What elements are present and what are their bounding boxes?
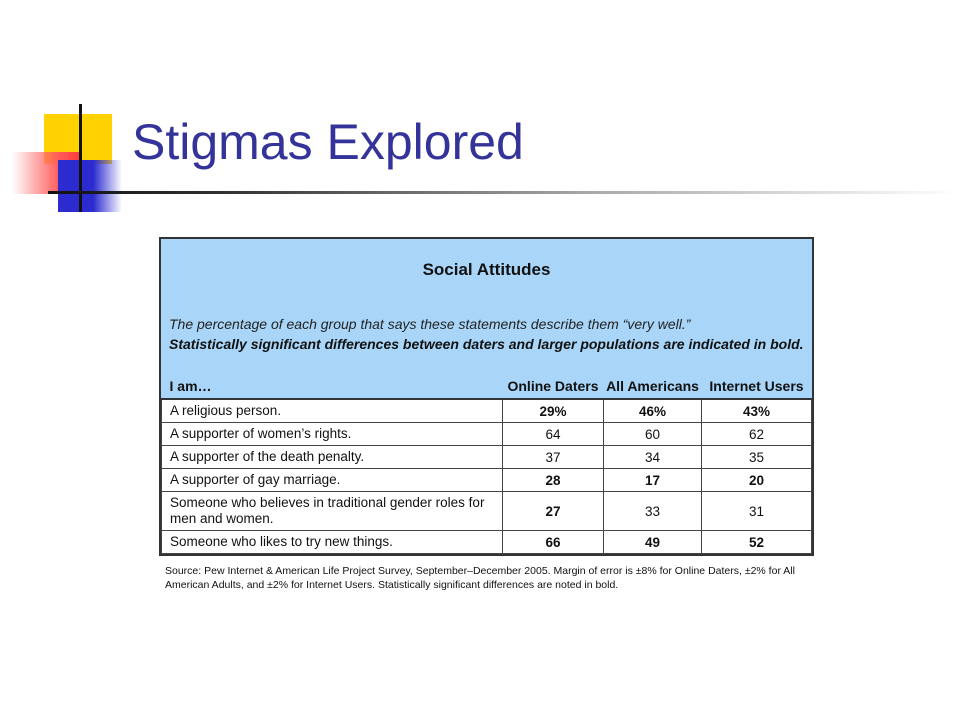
row-label: A religious person.	[162, 399, 503, 423]
row-label: Someone who likes to try new things.	[162, 531, 503, 554]
cell-online-daters: 66	[503, 531, 604, 554]
table-row	[162, 469, 812, 492]
cell-internet-users: 20	[702, 469, 812, 492]
figure-source-note: Source: Pew Internet & American Life Project Survey, September–December 2005. Margin of error is ±8% for Online Daters, ±2% for All American Adults, and ±2% for Internet Users. Statistically significant differences are noted in bold.	[165, 565, 795, 591]
row-label: A supporter of women’s rights.	[162, 423, 503, 446]
table-row	[162, 423, 812, 446]
cell-internet-users: 35	[702, 446, 812, 469]
cell-all-americans: 33	[604, 492, 702, 531]
table-row	[162, 446, 812, 469]
cell-all-americans: 17	[604, 469, 702, 492]
slide-title: Stigmas Explored	[132, 114, 524, 170]
ornament-vertical-line	[79, 104, 82, 212]
cell-internet-users: 31	[702, 492, 812, 531]
table-row	[162, 492, 812, 531]
figure-description: The percentage of each group that says these statements describe them “very well.”	[169, 316, 691, 332]
cell-internet-users: 52	[702, 531, 812, 554]
column-header: All Americans	[604, 354, 702, 399]
table-row	[162, 531, 812, 554]
table-row	[162, 399, 812, 423]
row-label: Someone who believes in traditional gender roles for men and women.	[162, 492, 503, 531]
social-attitudes-figure	[159, 237, 814, 592]
cell-all-americans: 34	[604, 446, 702, 469]
cell-internet-users: 62	[702, 423, 812, 446]
column-header: Internet Users	[702, 354, 812, 399]
cell-online-daters: 27	[503, 492, 604, 531]
column-header: I am…	[162, 354, 503, 399]
figure-box	[159, 237, 814, 556]
cell-online-daters: 28	[503, 469, 604, 492]
cell-all-americans: 60	[604, 423, 702, 446]
cell-online-daters: 29%	[503, 399, 604, 423]
figure-title: Social Attitudes	[422, 260, 551, 279]
attitudes-table	[161, 354, 812, 554]
cell-internet-users: 43%	[702, 399, 812, 423]
figure-note: Statistically significant differences between daters and larger populations are indicated in bold.	[169, 336, 804, 352]
table-header-row	[162, 354, 812, 399]
cell-online-daters: 64	[503, 423, 604, 446]
figure-header	[161, 239, 812, 354]
column-header: Online Daters	[503, 354, 604, 399]
cell-online-daters: 37	[503, 446, 604, 469]
row-label: A supporter of gay marriage.	[162, 469, 503, 492]
cell-all-americans: 49	[604, 531, 702, 554]
title-underline	[48, 191, 960, 194]
cell-all-americans: 46%	[604, 399, 702, 423]
row-label: A supporter of the death penalty.	[162, 446, 503, 469]
ornament-blue-square	[58, 160, 122, 212]
